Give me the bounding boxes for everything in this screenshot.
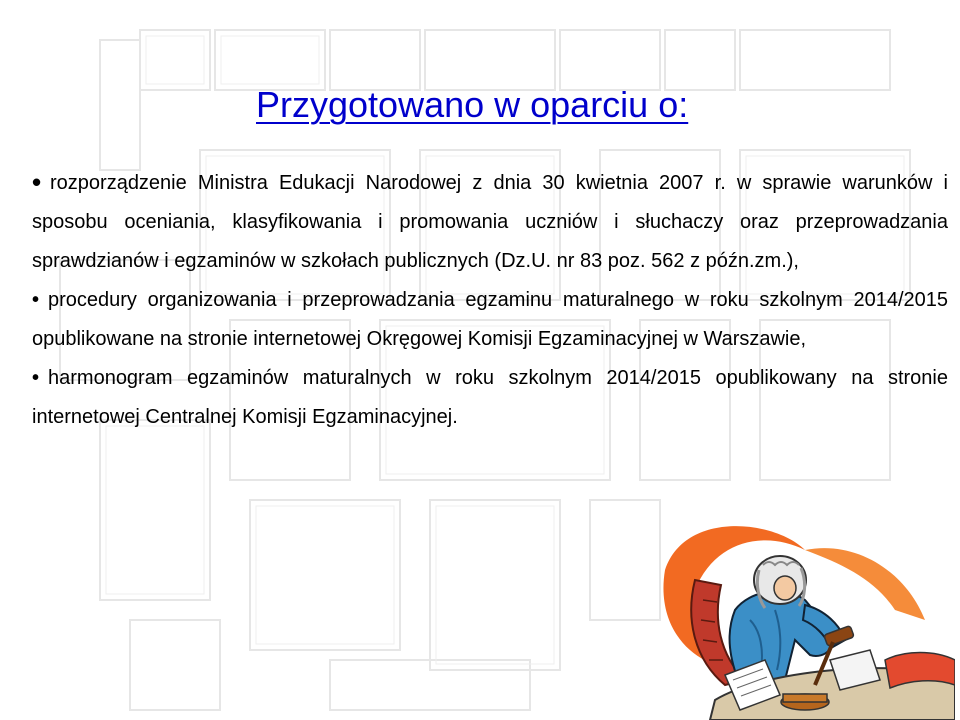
list-item: • rozporządzenie Ministra Edukacji Narodowej z dnia 30 kwietnia 2007 r. w sprawie warunków i sposobu oceniania, klasyfikowania i promowania uczniów i słuchaczy oraz przeprowadzania sprawdzianów i egzaminów w szkołach publicznych (Dz.U. nr 83 poz. 562 z późn.zm.), — [32, 167, 948, 272]
bullet-marker: • — [32, 289, 40, 311]
page-title: Przygotowano w oparciu o: — [256, 84, 689, 125]
judge-with-gavel-illustration — [655, 510, 955, 720]
list-item-text: harmonogram egzaminów maturalnych w roku szkolnym 2014/2015 opublikowany na stronie internetowej Centralnej Komisji Egzaminacyjnej. — [32, 367, 948, 428]
list-item-text: rozporządzenie Ministra Edukacji Narodowej z dnia 30 kwietnia 2007 r. w sprawie warunków i sposobu oceniania, klasyfikowania i promowania uczniów i słuchaczy oraz przeprowadzania sprawdzianów i egzaminów w szkołach publicznych (Dz.U. nr 83 poz. 562 z późn.zm.), — [32, 172, 948, 272]
list-item-text: procedury organizowania i przeprowadzania egzaminu maturalnego w roku szkolnym 2014/2015 opublikowane na stronie internetowej Okręgowej Komisji Egzaminacyjnej w Warszawie, — [32, 289, 948, 350]
bullet-marker: • — [32, 367, 40, 389]
list-item — [32, 359, 948, 437]
list-item — [32, 281, 948, 359]
source-list — [32, 164, 948, 437]
